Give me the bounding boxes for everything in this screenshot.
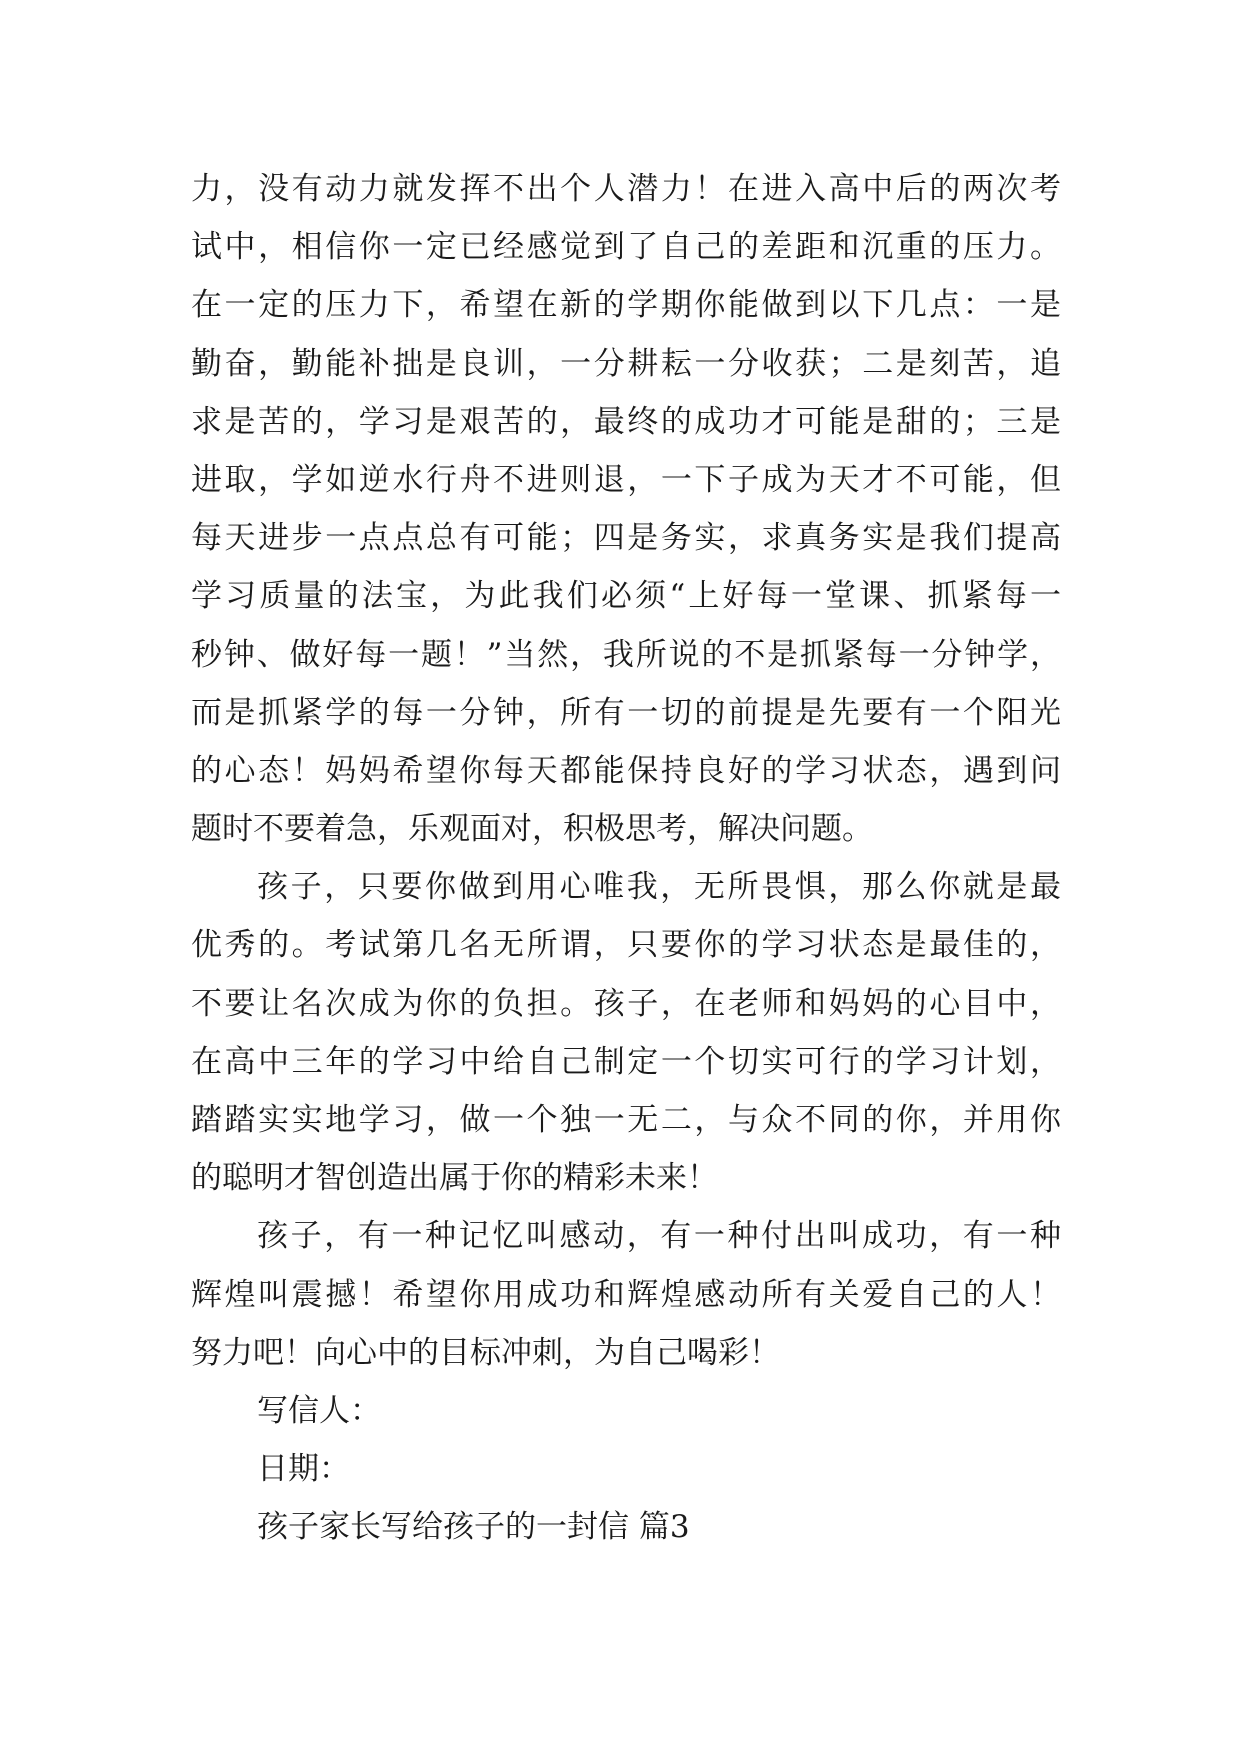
text-line: 试中，相信你一定已经感觉到了自己的差距和沉重的压力。 [191, 229, 1061, 266]
text-line: 不要让名次成为你的负担。孩子，在老师和妈妈的心目中， [191, 985, 1061, 1022]
text-line: 辉煌叫震撼！希望你用成功和辉煌感动所有关爱自己的人！ [191, 1276, 1061, 1313]
paragraph-2 [191, 858, 1061, 1207]
text-line: 力，没有动力就发挥不出个人潜力！在进入高中后的两次考 [191, 171, 1061, 207]
text-line: 努力吧！向心中的目标冲刺，为自己喝彩！ [191, 1334, 780, 1371]
writer-label: 写信人： [257, 1392, 381, 1429]
date-label: 日期： [257, 1451, 350, 1488]
text-line: 踏踏实实地学习，做一个独一无二，与众不同的你，并用你 [191, 1102, 1061, 1138]
text-line: 的聪明才智创造出属于你的精彩未来！ [191, 1160, 718, 1197]
text-line: 在一定的压力下，希望在新的学期你能做到以下几点：一是 [191, 287, 1061, 324]
next-section-heading: 孩子家长写给孩子的一封信 篇3 [257, 1509, 690, 1546]
text-line: 进取，学如逆水行舟不进则退，一下子成为天才不可能，但 [191, 461, 1061, 498]
text-line: 而是抓紧学的每一分钟，所有一切的前提是先要有一个阳光 [191, 694, 1061, 731]
document-body [191, 160, 1061, 1557]
paragraph-3 [191, 1207, 1061, 1382]
text-line: 求是苦的，学习是艰苦的，最终的成功才可能是甜的；三是 [191, 403, 1061, 440]
text-line: 题时不要着急，乐观面对，积极思考，解决问题。 [191, 811, 873, 848]
text-line: 在高中三年的学习中给自己制定一个切实可行的学习计划， [191, 1043, 1061, 1080]
text-line: 秒钟、做好每一题！”当然，我所说的不是抓紧每一分钟学， [191, 636, 1061, 673]
text-line: 孩子，有一种记忆叫感动，有一种付出叫成功，有一种 [257, 1218, 1061, 1255]
text-line: 勤奋，勤能补拙是良训，一分耕耘一分收获；二是刻苦，追 [191, 345, 1061, 382]
paragraph-1 [191, 160, 1061, 858]
text-line: 的心态！妈妈希望你每天都能保持良好的学习状态，遇到问 [191, 752, 1061, 789]
text-line: 孩子，只要你做到用心唯我，无所畏惧，那么你就是最 [257, 869, 1061, 906]
text-line: 优秀的。考试第几名无所谓，只要你的学习状态是最佳的， [191, 927, 1061, 964]
text-line: 每天进步一点点总有可能；四是务实，求真务实是我们提高 [191, 520, 1061, 557]
text-line: 学习质量的法宝，为此我们必须“上好每一堂课、抓紧每一 [191, 578, 1061, 615]
